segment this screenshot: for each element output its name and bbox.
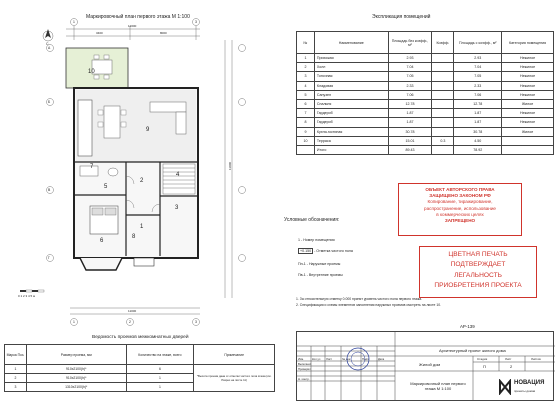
table-cell: 4	[297, 81, 315, 90]
table-cell	[432, 109, 454, 118]
sheets-label: Листов	[531, 357, 541, 361]
object-name: Жилой дом	[419, 362, 441, 367]
legend-text: - Внутренние проемы	[306, 273, 343, 277]
table-cell: 5	[297, 90, 315, 99]
stamp-line: ОБЪЕКТ АВТОРСКОГО ПРАВА	[425, 187, 495, 192]
axis-label: A	[48, 46, 51, 50]
stamp-line: ЗАПРЕЩЕНО	[444, 218, 476, 224]
table-row	[297, 54, 554, 63]
stamp-line: ЛЕГАЛЬНОСТЬ	[454, 271, 502, 279]
table-cell: Нежилое	[502, 54, 554, 63]
room-number: 1	[140, 224, 144, 230]
legend-item	[298, 262, 340, 266]
column-header: Площадь с коэфф., м²	[454, 32, 502, 54]
legend-text: - Наружные проемы	[306, 262, 341, 266]
legend-text: - Номер помещения	[301, 238, 335, 242]
table-cell: Нежилое	[502, 109, 554, 118]
table-cell: 30.78	[454, 127, 502, 136]
table-row	[297, 72, 554, 81]
stamp-line: ПОДТВЕРЖДАЕТ	[450, 261, 506, 269]
room-number: 7	[90, 164, 94, 170]
room-number: 5	[104, 184, 108, 190]
table-cell: Прихожая	[314, 54, 388, 63]
table-cell: Нежилое	[502, 72, 554, 81]
plan-title: Маркировочный план первого этажа М 1:100	[86, 14, 190, 20]
table-cell: 89.43	[388, 145, 432, 154]
room-number: 3	[175, 205, 179, 211]
table-cell: 7.05	[454, 72, 502, 81]
dimension-text: 11000	[128, 309, 137, 313]
axis-label: Г	[48, 256, 50, 260]
legend-item	[298, 273, 343, 277]
table-cell	[432, 127, 454, 136]
room-number: 8	[132, 234, 136, 240]
table-cell	[432, 90, 454, 99]
table-row	[297, 136, 554, 145]
legend-symbol: Пн-1	[298, 262, 306, 266]
role-label: № док.	[342, 357, 351, 361]
column-header: Размер проема, мм	[26, 345, 126, 365]
table-cell: 1.87	[454, 109, 502, 118]
legend-symbol: 1	[298, 238, 300, 242]
brand-logo	[498, 375, 554, 401]
column-header: №	[297, 32, 315, 54]
project-name: Архитектурный проект жилого дома	[439, 348, 506, 353]
table-cell: 2.93	[454, 54, 502, 63]
table-cell: 7.06	[454, 90, 502, 99]
table-cell: 3	[297, 72, 315, 81]
table-cell	[432, 63, 454, 72]
color-print-stamp	[419, 246, 537, 298]
table-row	[5, 365, 275, 374]
doors-table	[4, 344, 275, 392]
table-row	[297, 63, 554, 72]
axis-label: 1	[73, 320, 75, 324]
room-number: 9	[146, 127, 150, 133]
table-cell: 1	[126, 374, 194, 383]
doors-title: Ведомость проемов межкомнатных дверей	[92, 335, 189, 340]
note-text: 1. За относительную отметку 0.000 принят уровень чистого пола первого этажа.	[296, 297, 423, 301]
table-cell: 30.78	[388, 127, 432, 136]
copyright-stamp	[398, 183, 522, 236]
table-cell	[432, 81, 454, 90]
table-cell: 2.33	[388, 81, 432, 90]
table-cell: 910x2100(h)*	[26, 374, 126, 383]
table-row	[297, 90, 554, 99]
person-role: Н. контр.	[298, 377, 310, 381]
table-cell: 2.93	[388, 54, 432, 63]
legend-item	[298, 249, 353, 253]
dimension-text: 12000	[128, 24, 137, 28]
sheet-title: Маркировочный план первого этажа М 1:100	[410, 381, 466, 391]
explication-table	[296, 31, 554, 155]
table-cell: Жилое	[502, 127, 554, 136]
legend-symbol: +0.150	[300, 249, 312, 253]
role-label: Кол.уч	[312, 357, 321, 361]
table-cell: 7.05	[388, 72, 432, 81]
role-label: Дата	[378, 357, 385, 361]
table-cell: 4.50	[454, 136, 502, 145]
table-cell: Кладовая	[314, 81, 388, 90]
column-header: Категория помещения	[502, 32, 554, 54]
table-cell	[432, 145, 454, 154]
axis-label: Б	[48, 100, 51, 104]
scale-bar-label: 0 1 2 3 4 5 м	[18, 294, 36, 298]
table-row	[297, 118, 554, 127]
approval-seal	[345, 346, 371, 372]
table-cell: 12.78	[388, 99, 432, 108]
doors-note: *Высота проема дана от отметки чистого пола этажа (см. Разрез на листе 11)	[194, 365, 275, 392]
table-row	[297, 81, 554, 90]
legend-title: Условные обозначения:	[284, 217, 340, 223]
table-cell	[432, 54, 454, 63]
table-cell: 2.33	[454, 81, 502, 90]
axis-label: В	[48, 188, 51, 192]
axis-label: 3	[195, 20, 197, 24]
table-cell: 1	[126, 383, 194, 392]
table-cell: 6	[126, 365, 194, 374]
logo-subtitle: проекты домов	[514, 389, 536, 393]
table-cell: Гардероб	[314, 109, 388, 118]
logo-brand: НОВАЦИЯ	[514, 380, 545, 386]
table-cell: 1.87	[388, 109, 432, 118]
table-cell: 3	[5, 383, 27, 392]
column-header: Коэфф.	[432, 32, 454, 54]
table-cell	[297, 145, 315, 154]
stamp-line: Копирование, тиражирование,	[427, 199, 493, 205]
table-cell: 9	[297, 127, 315, 136]
table-cell: 6	[297, 99, 315, 108]
stage-label: Стадия	[477, 357, 488, 361]
table-cell: 15.01	[388, 136, 432, 145]
table-cell: 910x2100(h)*	[26, 365, 126, 374]
table-cell: 7.06	[388, 90, 432, 99]
legend-symbol: Пв-1	[298, 273, 306, 277]
table-cell: Нежилое	[502, 118, 554, 127]
stamp-line: ПРИОБРЕТЕНИЯ ПРОЕКТА	[434, 282, 522, 290]
table-cell: Терраса	[314, 136, 388, 145]
table-cell	[502, 145, 554, 154]
table-cell	[432, 99, 454, 108]
table-cell: 1	[297, 54, 315, 63]
dimension-text: 3400	[96, 31, 103, 35]
stage-value: П	[483, 364, 486, 369]
room-number: 10	[88, 69, 95, 75]
table-cell: 1	[5, 365, 27, 374]
table-cell: 78.92	[454, 145, 502, 154]
table-cell: 8	[297, 118, 315, 127]
table-cell: 2	[5, 374, 27, 383]
drawing-code: АР-139	[460, 324, 475, 329]
table-cell: Жилое	[502, 99, 554, 108]
table-cell: 1.87	[388, 118, 432, 127]
table-cell: Холл	[314, 63, 388, 72]
table-cell: Итого	[314, 145, 388, 154]
room-number: 2	[140, 178, 144, 184]
table-cell: 0.3	[432, 136, 454, 145]
room-number: 6	[100, 238, 104, 244]
table-cell: 1.87	[454, 118, 502, 127]
stamp-line: в коммерческих целях	[436, 211, 484, 217]
table-row	[297, 99, 554, 108]
dimension-text: 8000	[160, 31, 167, 35]
stamp-line: ЦВЕТНАЯ ПЕЧАТЬ	[448, 251, 508, 258]
axis-label: 2	[129, 320, 131, 324]
legend-item	[298, 238, 335, 242]
table-cell: Нежилое	[502, 63, 554, 72]
column-header: Площадь без коэфф., м²	[388, 32, 432, 54]
table-cell	[432, 72, 454, 81]
person-role: Проверил	[298, 367, 311, 371]
role-label: Лист	[326, 357, 333, 361]
person-role: Выполнил	[298, 362, 312, 366]
explication-title: Экспликация помещений	[372, 14, 431, 20]
compass-label: С	[46, 42, 49, 46]
table-row	[297, 109, 554, 118]
table-cell: Топочная	[314, 72, 388, 81]
table-row	[297, 127, 554, 136]
room-number: 4	[176, 172, 180, 178]
table-cell: Гардероб	[314, 118, 388, 127]
table-cell	[432, 118, 454, 127]
column-header: Марка Поз.	[5, 345, 27, 365]
table-cell: 7	[297, 109, 315, 118]
column-header: Наименование	[314, 32, 388, 54]
role-label: Подп.	[362, 357, 370, 361]
table-cell: 10	[297, 136, 315, 145]
table-row	[297, 145, 554, 154]
dimension-text: 11000	[228, 161, 233, 171]
floor-plan	[0, 0, 290, 330]
table-cell: 12.78	[454, 99, 502, 108]
legend-text: - Отметка чистого пола	[314, 249, 353, 253]
role-label: Изм.	[298, 357, 304, 361]
table-cell: Нежилое	[502, 90, 554, 99]
stamp-line: распространение, использование	[424, 205, 496, 211]
stamp-line: ЗАЩИЩЕНО ЗАКОНОМ РФ	[429, 193, 491, 199]
axis-label: 1	[73, 20, 75, 24]
table-cell: Кухня-гостиная	[314, 127, 388, 136]
logo-icon	[498, 379, 512, 395]
table-cell: 2	[297, 63, 315, 72]
table-cell: Спальня	[314, 99, 388, 108]
sheet-value: 2	[510, 364, 513, 369]
table-cell: 7.04	[388, 63, 432, 72]
table-cell: Санузел	[314, 90, 388, 99]
column-header: Количество на этаже, всего	[126, 345, 194, 365]
table-cell	[502, 136, 554, 145]
table-cell: 7.04	[454, 63, 502, 72]
axis-label: 3	[195, 320, 197, 324]
sheet-label: Лист	[505, 357, 512, 361]
table-cell: 1310x2100(h)*	[26, 383, 126, 392]
column-header: Примечание	[194, 345, 275, 365]
note-text: 2. Спецификация и схемы элементов заполнения наружных проемов смотреть на листе 10.	[296, 303, 442, 307]
table-cell: Нежилое	[502, 81, 554, 90]
